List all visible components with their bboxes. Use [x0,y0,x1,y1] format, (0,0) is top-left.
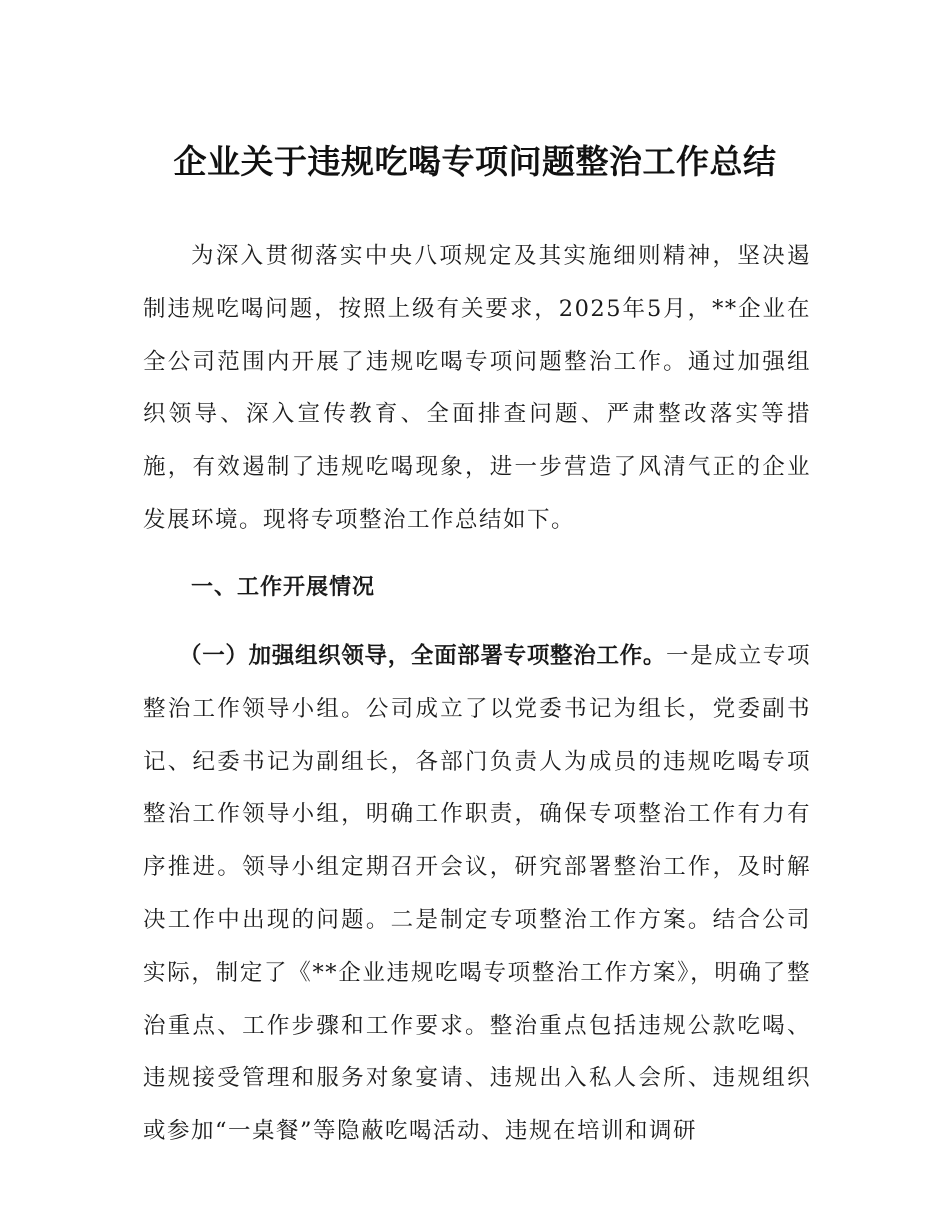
subsection-text: 一是成立专项整治工作领导小组。公司成立了以党委书记为组长，党委副书记、纪委书记为副组长，各部门负责人为成员的违规吃喝专项整治工作领导小组，明确工作职责，确保专项整治工作有力有序推进。领导小组定期召开会议，研究部署整治工作，及时解决工作中出现的问题。二是制定专项整治工作方案。结合公司实际，制定了《**企业违规吃喝专项整治工作方案》，明确了整治重点、工作步骤和工作要求。整治重点包括违规公款吃喝、违规接受管理和服务对象宴请、违规出入私人会所、违规组织或参加“一桌餐”等隐蔽吃喝活动、违规在培训和调研 [143,643,811,1145]
intro-paragraph: 为深入贯彻落实中央八项规定及其实施细则精神，坚决遏制违规吃喝问题，按照上级有关要求，2025年5月，**企业在全公司范围内开展了违规吃喝专项问题整治工作。通过加强组织领导、深入宣传教育、全面排查问题、严肃整改落实等措施，有效遏制了违规吃喝现象，进一步营造了风清气正的企业发展环境。现将专项整治工作总结如下。 [143,243,811,533]
document-title: 企业关于违规吃喝专项问题整治工作总结 [173,142,777,182]
subsection-paragraph [143,630,811,1158]
subsection-lead: （一）加强组织领导，全面部署专项整治工作。 [179,643,667,669]
section-heading: 一、工作开展情况 [191,575,376,600]
